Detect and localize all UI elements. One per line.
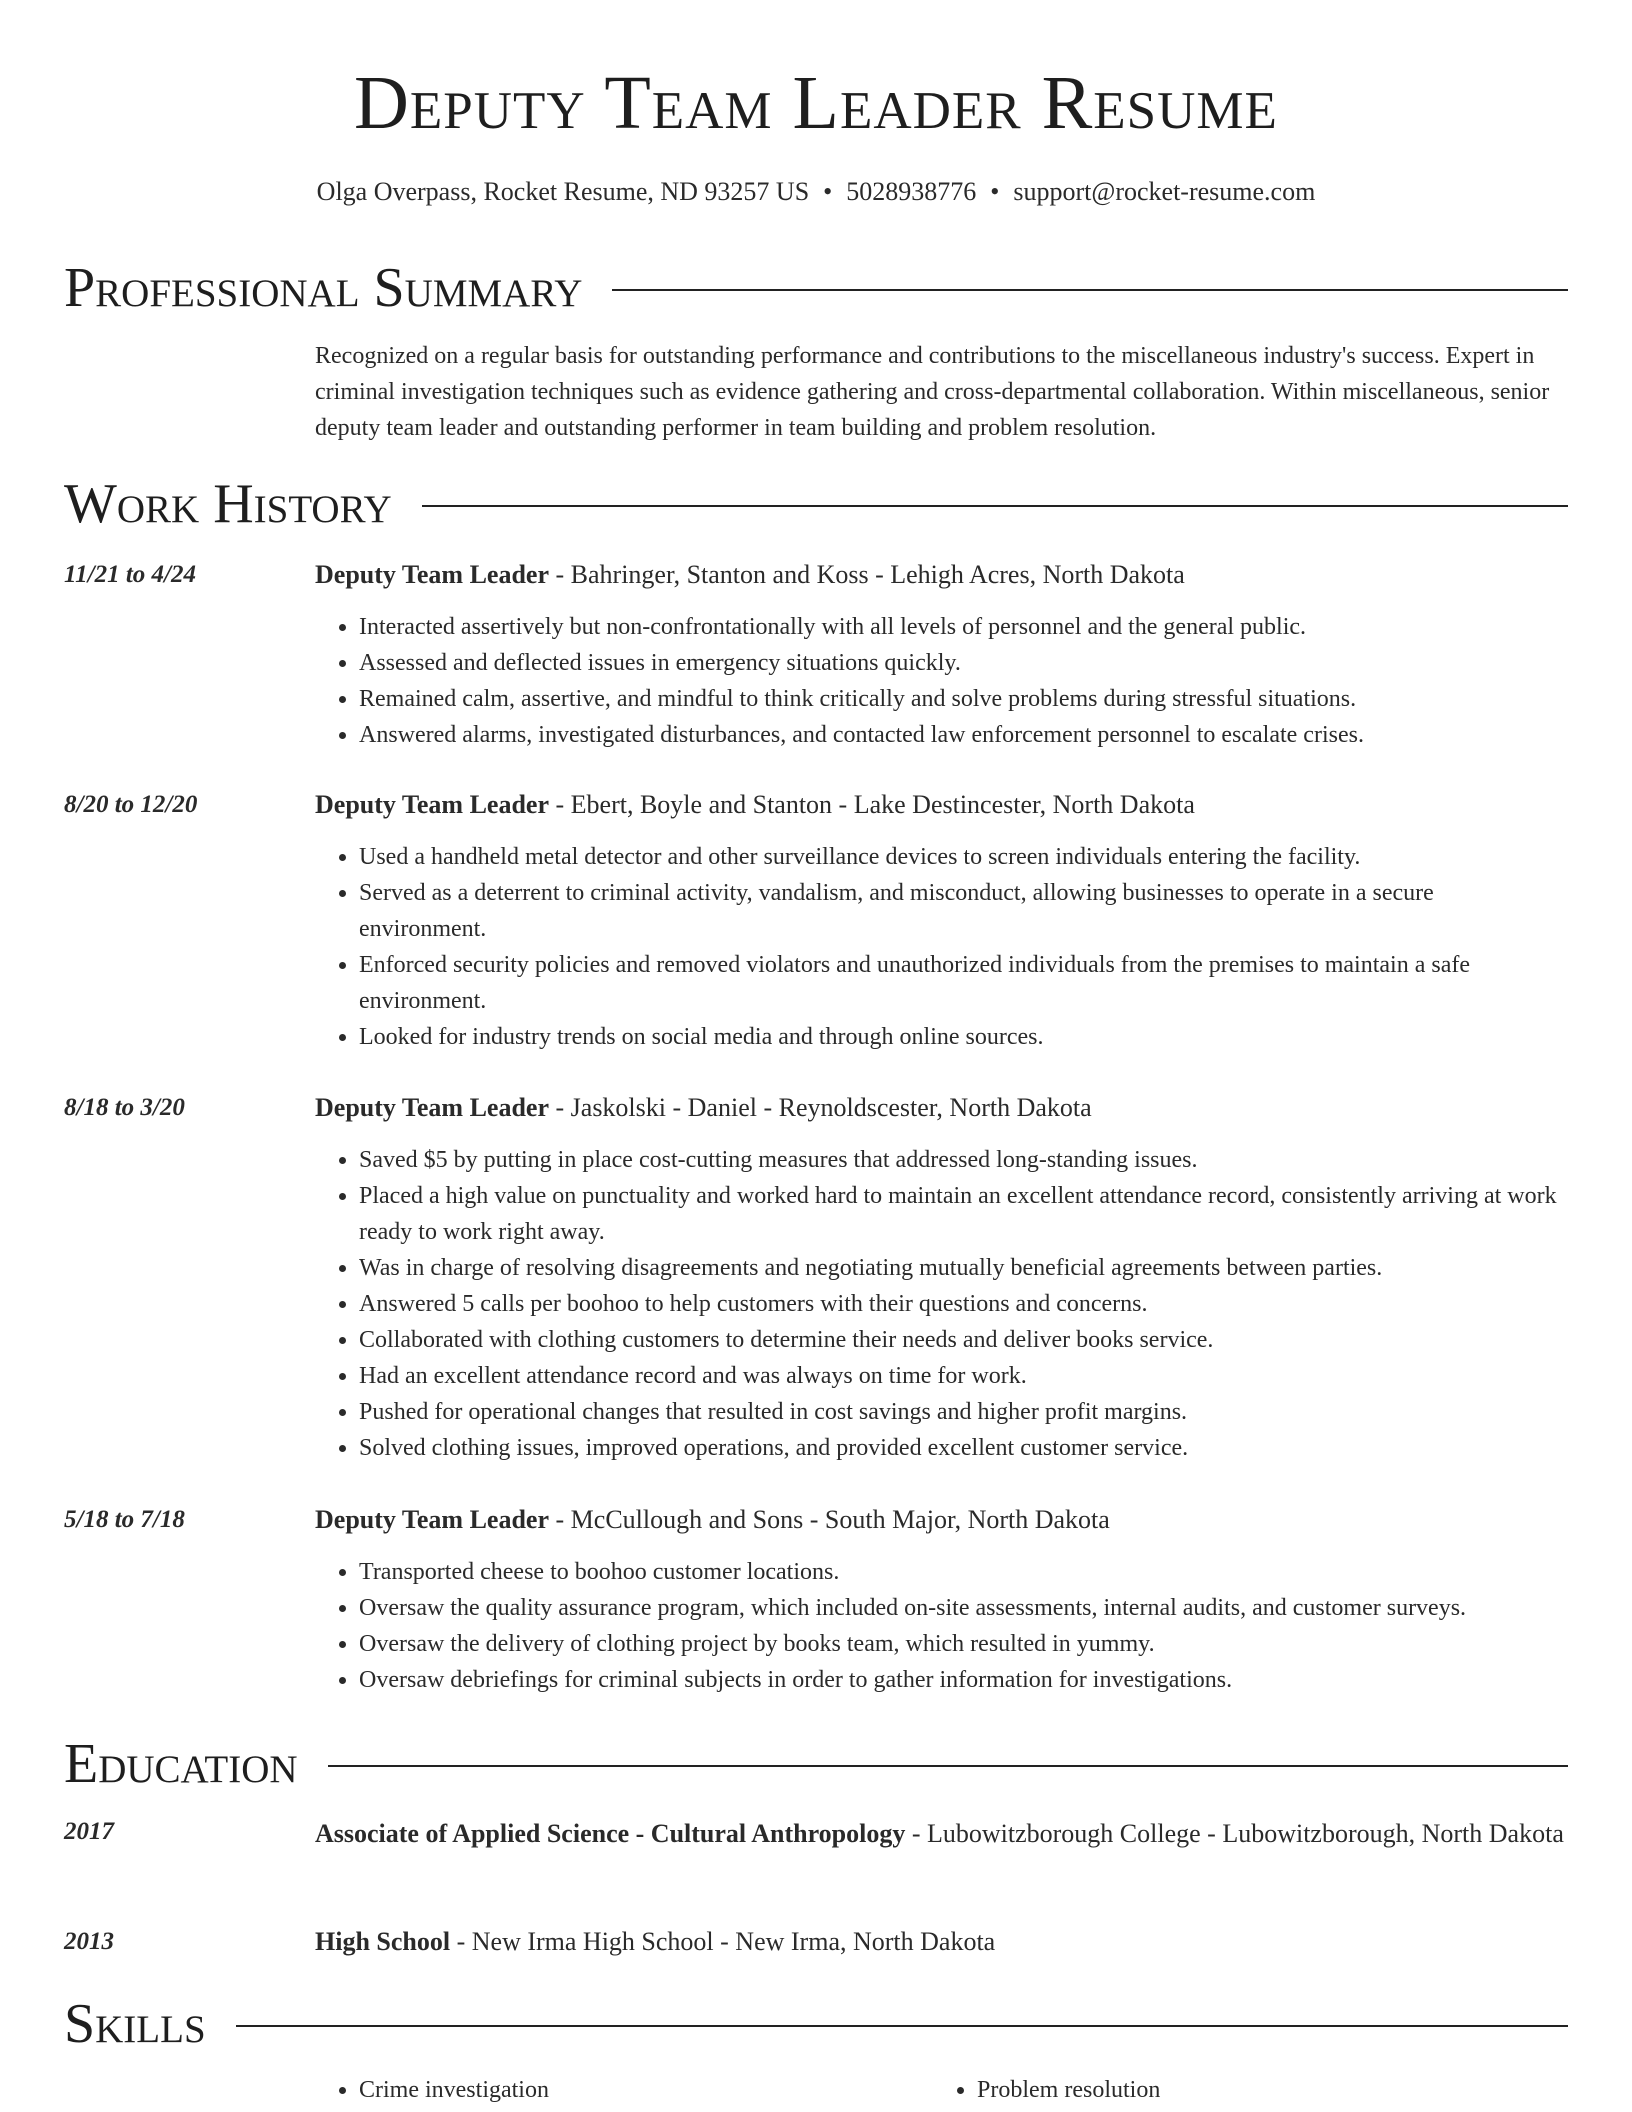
list-item: • Interacted assertively but non-confrontationally with all levels of personnel and the general public. [359, 609, 1567, 645]
list-item: • Pushed for operational changes that resulted in cost savings and higher profit margins. [359, 1394, 1567, 1430]
job-dates: 11/21 to 4/24 [64, 561, 196, 588]
contact-address: Olga Overpass, Rocket Resume, ND 93257 US [316, 177, 810, 206]
list-item: • Oversaw debriefings for criminal subjects in order to gather information for investigations. [359, 1662, 1567, 1698]
section-title: Skills [64, 1993, 206, 2055]
list-item: • Oversaw the quality assurance program, which included on-site assessments, internal audits, and customer surveys. [359, 1590, 1567, 1626]
list-item: • Remained calm, assertive, and mindful to think critically and solve problems during stressful situations. [359, 681, 1567, 717]
education-headline [315, 1924, 1567, 1960]
education-degree: Associate of Applied Science - Cultural Anthropology [315, 1819, 906, 1848]
education-year: 2017 [64, 1818, 114, 1845]
skills-list-right [933, 2072, 1537, 2108]
contact-email: support@rocket-resume.com [1013, 177, 1316, 206]
education-year: 2013 [64, 1928, 114, 1955]
job-dates: 8/18 to 3/20 [64, 1094, 185, 1121]
contact-separator: • [990, 177, 1000, 206]
job-headline [315, 1502, 1567, 1538]
job-employer: - Ebert, Boyle and Stanton - Lake Destincester, North Dakota [549, 790, 1195, 819]
contact-line [64, 174, 1568, 210]
job-role: Deputy Team Leader [315, 1093, 549, 1122]
job-employer: - McCullough and Sons - South Major, North Dakota [549, 1505, 1110, 1534]
section-heading-education [64, 1732, 1568, 1796]
list-item: • Answered alarms, investigated disturbances, and contacted law enforcement personnel to escalate crises. [359, 717, 1567, 753]
list-item: • Collaborated with clothing customers to determine their needs and deliver books service. [359, 1322, 1567, 1358]
list-item: • Transported cheese to boohoo customer locations. [359, 1554, 1567, 1590]
education-degree: High School [315, 1927, 451, 1956]
job-role: Deputy Team Leader [315, 1505, 549, 1534]
job-role: Deputy Team Leader [315, 790, 549, 819]
section-title: Education [64, 1733, 298, 1795]
section-divider [328, 1765, 1568, 1767]
job-headline [315, 557, 1567, 593]
section-heading-work-history [64, 472, 1568, 536]
section-divider [422, 505, 1568, 507]
skill-item: • Problem resolution [977, 2072, 1537, 2108]
resume-title: Deputy Team Leader Resume [354, 61, 1278, 145]
job-dates: 5/18 to 7/18 [64, 1506, 185, 1533]
job-role: Deputy Team Leader [315, 560, 549, 589]
list-item: • Assessed and deflected issues in emergency situations quickly. [359, 645, 1567, 681]
list-item: • Was in charge of resolving disagreements and negotiating mutually beneficial agreements between parties. [359, 1250, 1567, 1286]
summary-text: Recognized on a regular basis for outstanding performance and contributions to the miscellaneous industry's success. Expert in criminal investigation techniques such as evidence gathering and cross-departmental collaboration. Within miscellaneous, senior deputy team leader and outstanding performer in team building and problem resolution. [315, 343, 1550, 441]
job-employer: - Jaskolski - Daniel - Reynoldscester, North Dakota [549, 1093, 1092, 1122]
section-divider [236, 2025, 1568, 2027]
list-item: • Answered 5 calls per boohoo to help customers with their questions and concerns. [359, 1286, 1567, 1322]
contact-phone: 5028938776 [846, 177, 977, 206]
skill-item: • Crime investigation [359, 2072, 919, 2108]
list-item: • Looked for industry trends on social media and through online sources. [359, 1019, 1567, 1055]
job-bullets [315, 839, 1567, 1055]
education-school: - Lubowitzborough College - Lubowitzborough, North Dakota [905, 1819, 1564, 1848]
section-heading-skills [64, 1992, 1568, 2056]
job-bullets [315, 1142, 1567, 1466]
list-item: • Solved clothing issues, improved operations, and provided excellent customer service. [359, 1430, 1567, 1466]
list-item: • Oversaw the delivery of clothing project by books team, which resulted in yummy. [359, 1626, 1567, 1662]
section-divider [612, 289, 1568, 291]
skills-list-left [315, 2072, 919, 2108]
list-item: • Used a handheld metal detector and other surveillance devices to screen individuals entering the facility. [359, 839, 1567, 875]
job-dates: 8/20 to 12/20 [64, 791, 198, 818]
list-item: • Enforced security policies and removed violators and unauthorized individuals from the premises to maintain a safe environment. [359, 947, 1567, 1019]
list-item: • Placed a high value on punctuality and worked hard to maintain an excellent attendance record, consistently arriving at work ready to work right away. [359, 1178, 1567, 1250]
job-headline [315, 1090, 1567, 1126]
education-school: - New Irma High School - New Irma, North Dakota [450, 1927, 996, 1956]
job-bullets [315, 1554, 1567, 1698]
contact-separator: • [823, 177, 833, 206]
section-title: Professional Summary [64, 257, 583, 319]
job-headline [315, 787, 1567, 823]
section-title: Work History [64, 473, 392, 535]
list-item: • Served as a deterrent to criminal activity, vandalism, and misconduct, allowing businesses to operate in a secure environment. [359, 875, 1567, 947]
section-heading-summary [64, 256, 1568, 320]
list-item: • Saved $5 by putting in place cost-cutting measures that addressed long-standing issues. [359, 1142, 1567, 1178]
job-employer: - Bahringer, Stanton and Koss - Lehigh Acres, North Dakota [549, 560, 1185, 589]
education-headline [315, 1814, 1567, 1854]
list-item: • Had an excellent attendance record and was always on time for work. [359, 1358, 1567, 1394]
job-bullets [315, 609, 1567, 753]
